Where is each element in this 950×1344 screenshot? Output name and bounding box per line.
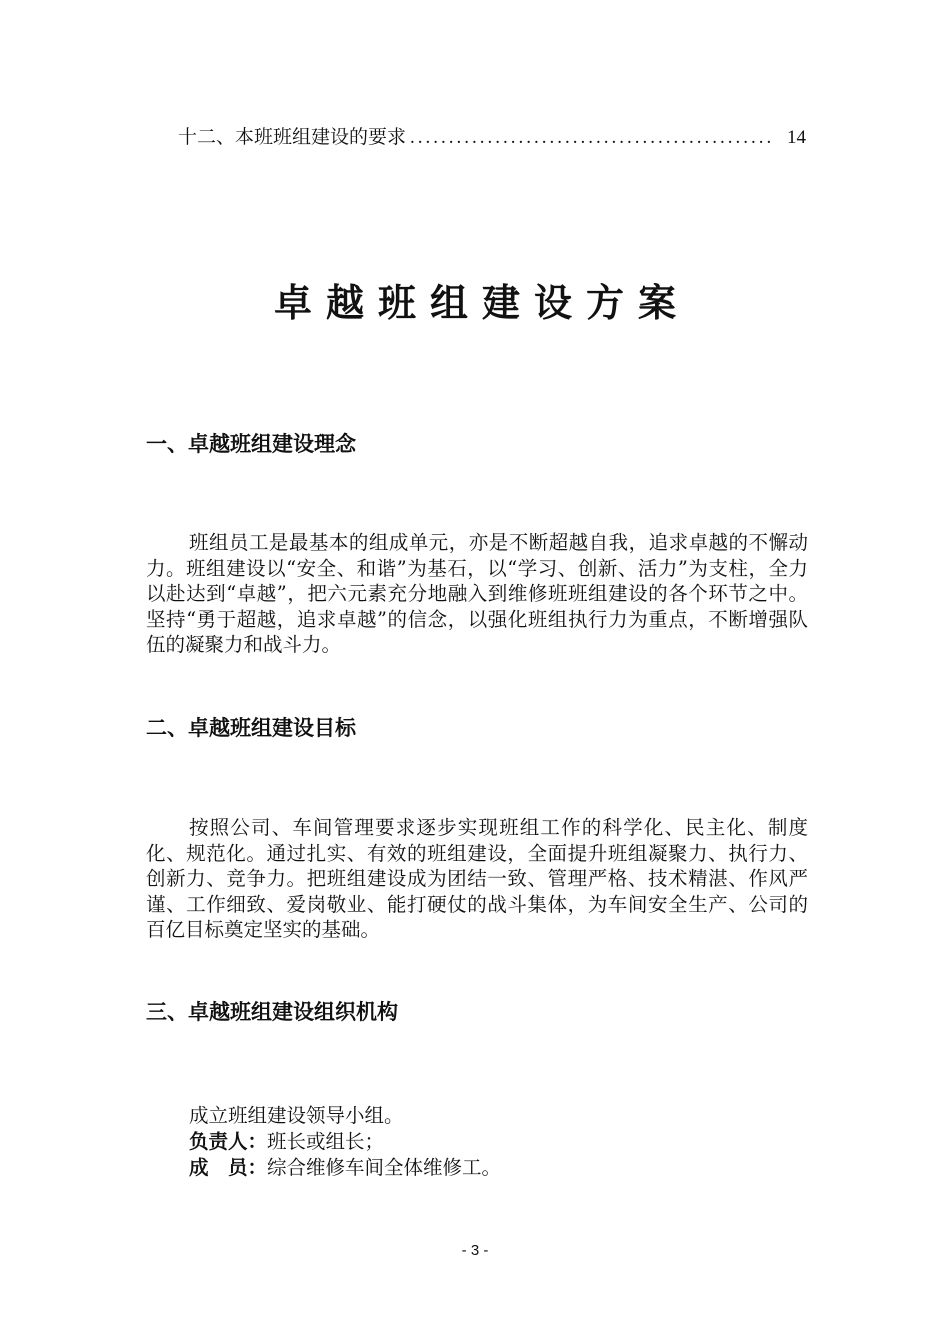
leader-value: 班长或组长； [267, 1130, 385, 1153]
organization-member-line [189, 1152, 501, 1180]
section-body-concept: 班组员工是最基本的组成单元，亦是不断超越自我，追求卓越的不懈动力。班组建设以“安全、和谐”为基石，以“学习、创新、活力”为支柱，全力以赴达到“卓越”，把六元素充分地融入到维修班班组建设的各个环节之中。坚持“勇于超越，追求卓越”的信念，以强化班组执行力为重点，不断增强队伍的凝聚力和战斗力。 [146, 531, 808, 656]
member-value: 综合维修车间全体维修工。 [267, 1156, 502, 1179]
document-title: 卓越班组建设方案 [273, 281, 690, 325]
section-heading-organization: 三、卓越班组建设组织机构 [146, 1000, 398, 1024]
toc-entry-text: 十二、本班班组建设的要求 [178, 126, 407, 148]
organization-intro: 成立班组建设领导小组。 [189, 1104, 404, 1127]
section-heading-concept: 一、卓越班组建设理念 [146, 432, 356, 456]
toc-leader-dots: ............................................... [410, 127, 775, 148]
organization-leader-line [189, 1126, 384, 1154]
page-number: - 3 - [461, 1242, 489, 1259]
section-body-goal: 按照公司、车间管理要求逐步实现班组工作的科学化、民主化、制度化、规范化。通过扎实、有效的班组建设，全面提升班组凝聚力、执行力、创新力、竞争力。把班组建设成为团结一致、管理严格、技术精湛、作风严谨、工作细致、爱岗敬业、能打硬仗的战斗集体，为车间安全生产、公司的百亿目标奠定坚实的基础。 [146, 816, 808, 941]
toc-entry[interactable] [178, 122, 806, 152]
section-heading-goal: 二、卓越班组建设目标 [146, 716, 356, 740]
leader-label: 负责人： [189, 1130, 268, 1153]
member-label: 成 员： [189, 1156, 268, 1179]
toc-entry-page: 14 [787, 127, 806, 148]
